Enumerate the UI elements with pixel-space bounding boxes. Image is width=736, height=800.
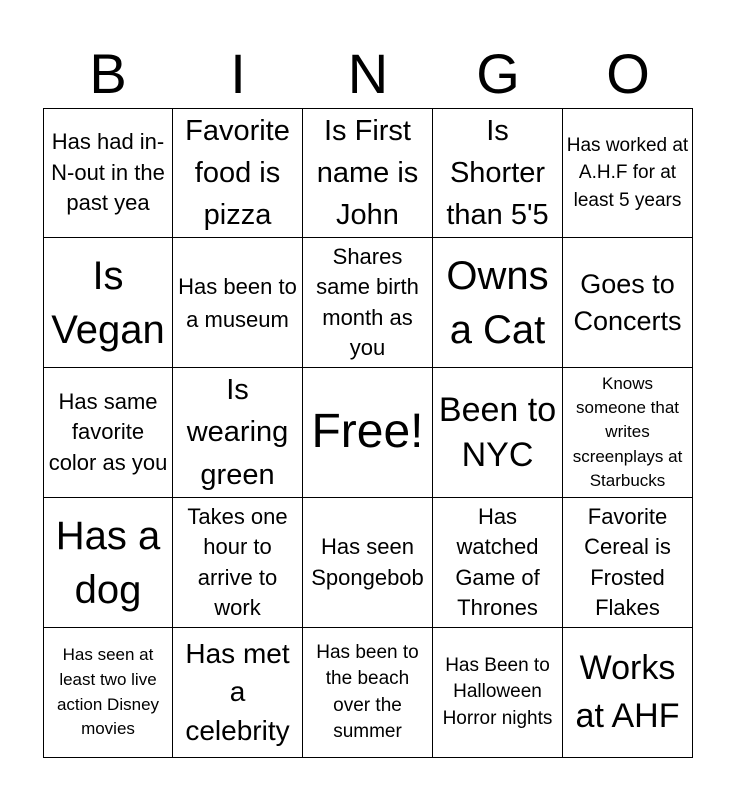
cell-text: Has watched Game of Thrones (455, 503, 540, 620)
bingo-cell-r3-c0[interactable] (43, 498, 173, 628)
bingo-cell-r3-c1[interactable] (173, 498, 303, 628)
cell-text: Owns a Cat (446, 253, 549, 352)
bingo-cell-r3-c4[interactable] (563, 498, 693, 628)
header-letter-g: G (476, 42, 520, 105)
bingo-header (43, 40, 693, 108)
cell-text: Goes to Concerts (573, 269, 682, 336)
cell-text: Has Been to Halloween Horror nights (442, 655, 553, 729)
cell-text: Has been to a museum (178, 273, 297, 332)
cell-text: Has seen Spongebob (311, 534, 424, 590)
cell-text: Has same favorite color as you (48, 388, 168, 475)
bingo-cell-r4-c1[interactable] (173, 628, 303, 758)
bingo-cell-r3-c3[interactable] (433, 498, 563, 628)
bingo-cell-r3-c2[interactable] (303, 498, 433, 628)
header-letter-i: I (230, 42, 246, 105)
cell-text: Has seen at least two live action Disney movies (56, 645, 160, 739)
header-letter-o: O (606, 42, 650, 105)
cell-text: Has been to the beach over the summer (316, 642, 419, 742)
bingo-cell-r0-c3[interactable] (433, 108, 563, 238)
header-letter-b: B (89, 42, 127, 105)
free-space: Free! (311, 405, 424, 459)
bingo-cell-r1-c2[interactable] (303, 238, 433, 368)
cell-text: Has met a celebrity (185, 637, 290, 746)
bingo-grid (43, 108, 693, 758)
cell-text: Is wearing green (186, 374, 289, 491)
cell-text: Is Shorter than 5'5 (446, 114, 549, 232)
bingo-cell-r2-c3[interactable] (433, 368, 563, 498)
bingo-cell-r4-c0[interactable] (43, 628, 173, 758)
bingo-cell-r2-c1[interactable] (173, 368, 303, 498)
bingo-cell-r2-c0[interactable] (43, 368, 173, 498)
bingo-cell-r0-c1[interactable] (173, 108, 303, 238)
cell-text: Takes one hour to arrive to work (187, 503, 288, 620)
cell-text: Been to NYC (438, 391, 557, 474)
bingo-cell-r0-c4[interactable] (563, 108, 693, 238)
cell-text: Favorite Cereal is Frosted Flakes (584, 503, 671, 620)
cell-text: Is Vegan (51, 253, 165, 352)
bingo-cell-r4-c2[interactable] (303, 628, 433, 758)
bingo-cell-r2-c4[interactable] (563, 368, 693, 498)
bingo-cell-r2-c2[interactable] (303, 368, 433, 498)
cell-text: Has worked at A.H.F for at least 5 years (566, 134, 689, 211)
bingo-cell-r1-c4[interactable] (563, 238, 693, 368)
cell-text: Works at AHF (575, 648, 680, 735)
bingo-cell-r1-c0[interactable] (43, 238, 173, 368)
cell-text: Has a dog (55, 513, 161, 612)
cell-text: Knows someone that writes screenplays at Starbucks (572, 374, 683, 490)
bingo-cell-r1-c1[interactable] (173, 238, 303, 368)
bingo-cell-r4-c4[interactable] (563, 628, 693, 758)
bingo-cell-r0-c0[interactable] (43, 108, 173, 238)
cell-text: Shares same birth month as you (316, 243, 419, 360)
cell-text: Has had in-N-out in the past yea (51, 129, 165, 216)
bingo-cell-r4-c3[interactable] (433, 628, 563, 758)
cell-text: Is First name is John (316, 114, 419, 232)
bingo-cell-r0-c2[interactable] (303, 108, 433, 238)
bingo-cell-r1-c3[interactable] (433, 238, 563, 368)
cell-text: Favorite food is pizza (185, 114, 290, 232)
header-letter-n: N (347, 42, 389, 105)
